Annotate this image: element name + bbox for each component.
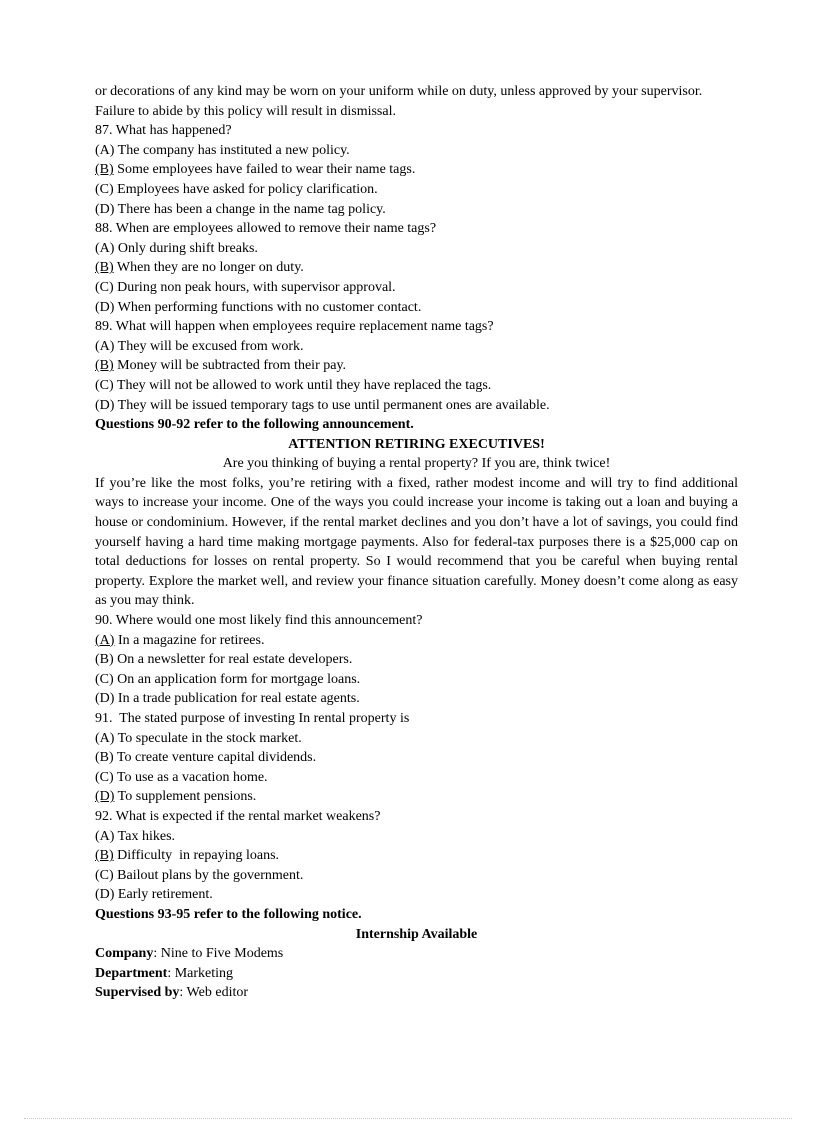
q92-option-b-text: Difficulty in repaying loans. (113, 848, 280, 864)
announcement-body: If you’re like the most folks, you’re retiring with a fixed, rather modest income and will try to find additional ways to increase your income. One of the ways you could increase your income is taking out a loan and buying a house or condominium. However, if the rental market declines and you don’t have a lot of savings, you could find yourself having a hard time making mortgage payments. Also for federal-tax purposes there is a $25,000 cap on total deductions for losses on rental property. So I would recommend that you be careful when buying rental property. Explore the market well, and review your finance situation carefully. Money doesn’t come along as easy as you may think. (95, 475, 738, 609)
supervised-row (95, 983, 738, 1003)
q87-option-c: (C) Employees have asked for policy clarification. (95, 181, 378, 197)
q89-option-b (95, 356, 738, 376)
q92-option-b (95, 846, 738, 866)
question-92: 92. What is expected if the rental market weakens? (95, 808, 381, 824)
q92-option-d: (D) Early retirement. (95, 887, 213, 903)
policy-failure-text: Failure to abide by this policy will result in dismissal. (95, 103, 396, 119)
q89-answer-letter: (B) (95, 358, 114, 374)
q90-answer-letter: (A) (95, 632, 115, 648)
question-87: 87. What has happened? (95, 123, 232, 139)
q88-option-a: (A) Only during shift breaks. (95, 240, 258, 256)
supervised-label: Supervised by (95, 985, 180, 1001)
announcement-subtitle: Are you thinking of buying a rental property? If you are, think twice! (222, 456, 611, 472)
company-label: Company (95, 946, 154, 962)
q91-option-d-text: To supplement pensions. (114, 789, 257, 805)
q87-option-d: (D) There has been a change in the name tag policy. (95, 201, 386, 217)
q87-answer-letter: (B) (95, 162, 114, 178)
q90-option-a (95, 631, 738, 651)
q89-option-b-text: Money will be subtracted from their pay. (113, 358, 347, 374)
q92-option-a: (A) Tax hikes. (95, 828, 176, 844)
company-value: : Nine to Five Modems (153, 946, 284, 962)
q87-option-b (95, 160, 738, 180)
department-value: : Marketing (167, 965, 234, 981)
q89-option-c: (C) They will not be allowed to work until they have replaced the tags. (95, 377, 492, 393)
q88-option-b (95, 258, 738, 278)
department-row (95, 964, 738, 984)
q90-option-a-text: In a magazine for retirees. (114, 632, 265, 648)
question-90: 90. Where would one most likely find this announcement? (95, 613, 423, 629)
q88-option-c: (C) During non peak hours, with supervisor approval. (95, 279, 396, 295)
section-90-92-heading: Questions 90-92 refer to the following announcement. (95, 417, 414, 433)
q91-option-c: (C) To use as a vacation home. (95, 769, 268, 785)
q91-option-a: (A) To speculate in the stock market. (95, 730, 302, 746)
question-91: 91. The stated purpose of investing In rental property is (95, 711, 410, 726)
policy-text: or decorations of any kind may be worn on your uniform while on duty, unless approved by your supervisor. (95, 84, 703, 99)
q88-option-d: (D) When performing functions with no customer contact. (95, 299, 422, 315)
q92-option-c: (C) Bailout plans by the government. (95, 867, 304, 883)
q87-option-b-text: Some employees have failed to wear their name tags. (113, 162, 416, 178)
q90-option-b: (B) On a newsletter for real estate developers. (95, 652, 353, 668)
section-93-95-heading: Questions 93-95 refer to the following notice. (95, 906, 362, 922)
question-89: 89. What will happen when employees require replacement name tags? (95, 319, 494, 335)
q87-option-a: (A) The company has instituted a new policy. (95, 142, 350, 158)
q92-answer-letter: (B) (95, 848, 114, 864)
document-page (95, 82, 738, 1003)
q91-option-d (95, 787, 738, 807)
page-bottom-divider (24, 1118, 792, 1119)
q88-option-b-text: When they are no longer on duty. (113, 260, 304, 276)
notice-title: Internship Available (355, 926, 478, 942)
q89-option-d: (D) They will be issued temporary tags to use until permanent ones are available. (95, 397, 550, 413)
q91-answer-letter: (D) (95, 789, 115, 805)
q88-answer-letter: (B) (95, 260, 114, 276)
company-row (95, 944, 738, 964)
supervised-value: : Web editor (179, 985, 249, 1001)
announcement-title: ATTENTION RETIRING EXECUTIVES! (288, 436, 545, 452)
q89-option-a: (A) They will be excused from work. (95, 338, 304, 354)
q90-option-d: (D) In a trade publication for real estate agents. (95, 691, 360, 707)
q91-option-b: (B) To create venture capital dividends. (95, 750, 317, 766)
department-label: Department (95, 965, 168, 981)
q90-option-c: (C) On an application form for mortgage loans. (95, 671, 361, 687)
question-88: 88. When are employees allowed to remove their name tags? (95, 221, 437, 237)
